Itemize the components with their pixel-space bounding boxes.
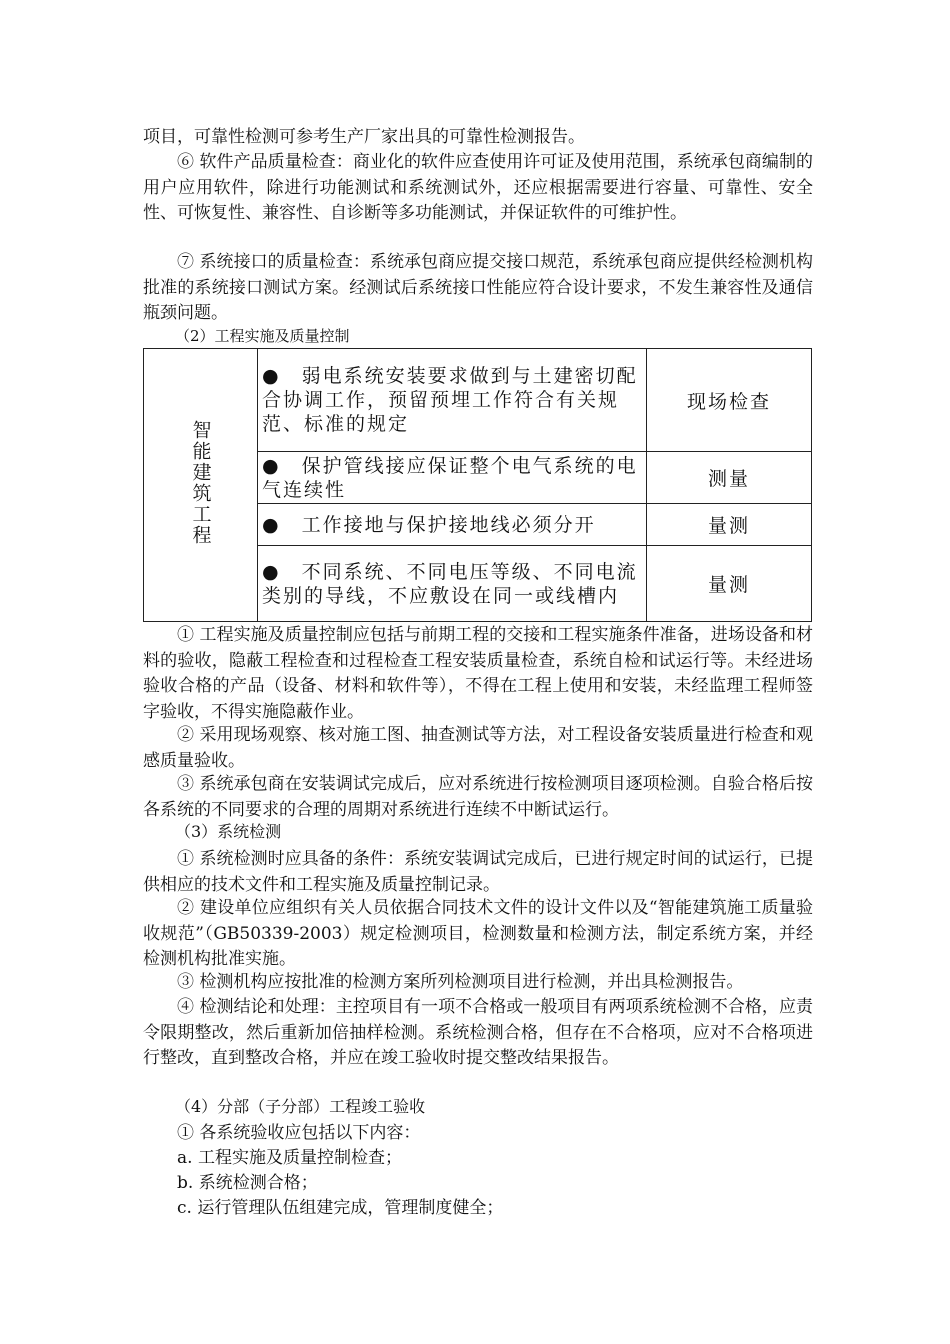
list-item: a. 工程实施及质量控制检查； (177, 1148, 402, 1168)
method-cell: 测量 (647, 452, 812, 504)
requirement-cell: ● 弱电系统安装要求做到与土建密切配合协调工作，预留预埋工作符合有关规范、标准的规定 (258, 349, 647, 452)
paragraph: ④ 检测结论和处理：主控项目有一项不合格或一般项目有两项系统检测不合格，应责令限期整改，然后重新加倍抽样检测。系统检测合格，但存在不合格项，应对不合格项进行整改，直到整改合格，并应在竣工验收时提交整改结果报告。 (143, 997, 813, 1068)
requirement-cell: ● 保护管线接应保证整个电气系统的电气连续性 (258, 452, 647, 504)
category-label: 智能建筑工程 (189, 419, 212, 546)
requirement-cell: ● 工作接地与保护接地线必须分开 (258, 504, 647, 546)
list-item: b. 系统检测合格； (177, 1173, 318, 1193)
paragraph: 项目，可靠性检测可参考生产厂家出具的可靠性检测报告。 (143, 127, 585, 147)
paragraph: ⑥ 软件产品质量检查：商业化的软件应查使用许可证及使用范围，系统承包商编制的用户应用软件，除进行功能测试和系统测试外，还应根据需要进行容量、可靠性、安全性、可恢复性、兼容性、自诊断等多功能测试，并保证软件的可维护性。 (143, 152, 813, 223)
list-item: c. 运行管理队伍组建完成，管理制度健全； (177, 1198, 504, 1218)
paragraph: ⑦ 系统接口的质量检查：系统承包商应提交接口规范，系统承包商应提供经检测机构批准的系统接口测试方案。经测试后系统接口性能应符合设计要求，不发生兼容性及通信瓶颈问题。 (143, 252, 813, 323)
paragraph: ③ 系统承包商在安装调试完成后，应对系统进行按检测项目逐项检测。自验合格后按各系统的不同要求的合理的周期对系统进行连续不中断试运行。 (143, 774, 813, 820)
method-cell: 现场检查 (647, 349, 812, 452)
paragraph: ① 工程实施及质量控制应包括与前期工程的交接和工程实施条件准备，进场设备和材料的验收，隐蔽工程检查和过程检查工程安装质量检查，系统自检和试运行等。未经进场验收合格的产品（设备、材料和软件等），不得在工程上使用和安装，未经监理工程师签字验收，不得实施隐蔽作业。 (143, 625, 813, 722)
paragraph: ③ 检测机构应按批准的检测方案所列检测项目进行检测，并出具检测报告。 (177, 972, 744, 992)
method-cell: 量测 (647, 504, 812, 546)
requirement-cell: ● 不同系统、不同电压等级、不同电流类别的导线，不应敷设在同一或线槽内 (258, 546, 647, 622)
paragraph: ② 建设单位应组织有关人员依据合同技术文件的设计文件以及“智能建筑施工质量验收规范”（GB50339-2003）规定检测项目，检测数量和检测方法，制定系统方案，并经检测机构批准实施。 (143, 898, 813, 969)
paragraph: ② 采用现场观察、核对施工图、抽查测试等方法，对工程设备安装质量进行检查和观感质量验收。 (143, 725, 813, 771)
paragraph: ① 系统检测时应具备的条件：系统安装调试完成后，已进行规定时间的试运行，已提供相应的技术文件和工程实施及质量控制记录。 (143, 849, 813, 895)
table-row (144, 349, 812, 452)
category-cell (144, 349, 258, 622)
section-heading: （4）分部（子分部）工程竣工验收 (175, 1097, 426, 1116)
section-heading: （2）工程实施及质量控制 (175, 327, 350, 345)
section-heading: （3）系统检测 (175, 822, 282, 841)
method-cell: 量测 (647, 546, 812, 622)
paragraph: ① 各系统验收应包括以下内容： (177, 1123, 421, 1143)
quality-control-table (143, 348, 812, 622)
